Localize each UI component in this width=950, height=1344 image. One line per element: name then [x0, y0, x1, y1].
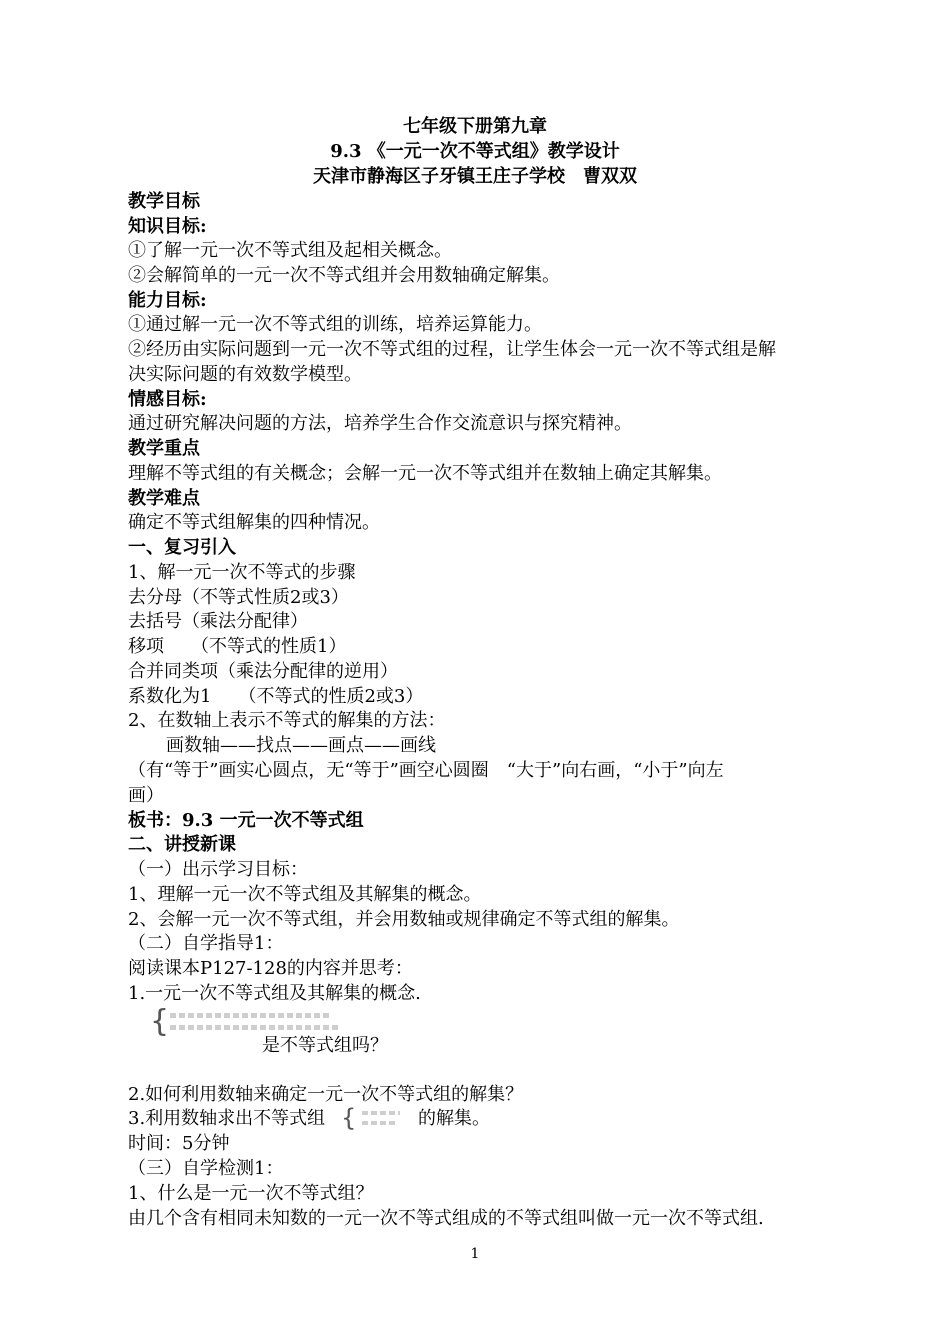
blurred-formula-row — [170, 1013, 330, 1018]
subheading-knowledge: 知识目标: — [128, 216, 207, 237]
subheading-emotion: 情感目标: — [128, 389, 207, 410]
text-line: 2.如何利用数轴来确定一元一次不等式组的解集？ — [128, 1084, 524, 1105]
text-line: 去括号（乘法分配律） — [128, 611, 308, 632]
blurred-formula-row — [170, 1025, 340, 1030]
text-line: 1、解一元一次不等式的步骤 — [128, 562, 356, 583]
chapter-heading: 七年级下册第九章 — [403, 116, 547, 137]
text-line: 是不等式组吗？ — [262, 1035, 388, 1056]
blurred-formula-row — [362, 1111, 400, 1115]
text-line: 画数轴——找点——画点——画线 — [166, 735, 436, 756]
text-line: 2、在数轴上表示不等式的解集的方法： — [128, 710, 446, 731]
text-line: （有“等于”画实心圆点，无“等于”画空心圆圈 “大于”向右画，“小于”向左 — [128, 760, 724, 781]
text-line: 画） — [128, 785, 164, 806]
document-title: 9.3 《一元一次不等式组》教学设计 — [330, 141, 620, 162]
blurred-formula-row — [362, 1121, 396, 1125]
author-line: 天津市静海区子牙镇王庄子学校 曹双双 — [313, 166, 637, 187]
text-line: 的解集。 — [418, 1108, 490, 1129]
text-line: 系数化为1 （不等式的性质2或3） — [128, 686, 424, 707]
brace-icon: { — [341, 1104, 357, 1132]
text-line: 由几个含有相同未知数的一元一次不等式组成的不等式组叫做一元一次不等式组. — [128, 1208, 764, 1229]
text-line: 1、什么是一元一次不等式组？ — [128, 1183, 374, 1204]
text-line: 时间：5分钟 — [128, 1133, 230, 1154]
text-line: 合并同类项（乘法分配律的逆用） — [128, 661, 398, 682]
text-line: ②经历由实际问题到一元一次不等式组的过程，让学生体会一元一次不等式组是解 — [128, 339, 776, 360]
page-number: 1 — [470, 1246, 480, 1262]
text-line: 2、会解一元一次不等式组，并会用数轴或规律确定不等式组的解集。 — [128, 909, 680, 930]
text-line: 理解不等式组的有关概念；会解一元一次不等式组并在数轴上确定其解集。 — [128, 463, 722, 484]
text-line: 阅读课本P127-128的内容并思考： — [128, 958, 413, 979]
text-line: 通过研究解决问题的方法，培养学生合作交流意识与探究精神。 — [128, 413, 632, 434]
text-line: 去分母（不等式性质2或3） — [128, 587, 349, 608]
section-heading-difficulties: 教学难点 — [128, 488, 200, 509]
text-line: 3.利用数轴求出不等式组 — [128, 1108, 326, 1129]
text-line: 1.一元一次不等式组及其解集的概念. — [128, 983, 421, 1004]
subheading-ability: 能力目标: — [128, 290, 207, 311]
text-line: （三）自学检测1： — [128, 1158, 284, 1179]
board-title: 板书：9.3 一元一次不等式组 — [128, 810, 364, 831]
section-heading-review: 一、复习引入 — [128, 537, 236, 558]
section-heading-key-points: 教学重点 — [128, 438, 200, 459]
brace-icon: { — [150, 1004, 170, 1039]
section-heading-new-lesson: 二、讲授新课 — [128, 834, 236, 855]
text-line: （二）自学指导1： — [128, 933, 284, 954]
text-line: ②会解简单的一元一次不等式组并会用数轴确定解集。 — [128, 265, 560, 286]
text-line: ①了解一元一次不等式组及起相关概念。 — [128, 240, 452, 261]
text-line: 决实际问题的有效数学模型。 — [128, 364, 362, 385]
text-line: （一）出示学习目标： — [128, 859, 308, 880]
section-heading-objectives: 教学目标 — [128, 191, 200, 212]
text-line: 确定不等式组解集的四种情况。 — [128, 512, 380, 533]
text-line: 1、理解一元一次不等式组及其解集的概念。 — [128, 884, 482, 905]
text-line: ①通过解一元一次不等式组的训练，培养运算能力。 — [128, 314, 542, 335]
text-line: 移项 （不等式的性质1） — [128, 636, 347, 657]
